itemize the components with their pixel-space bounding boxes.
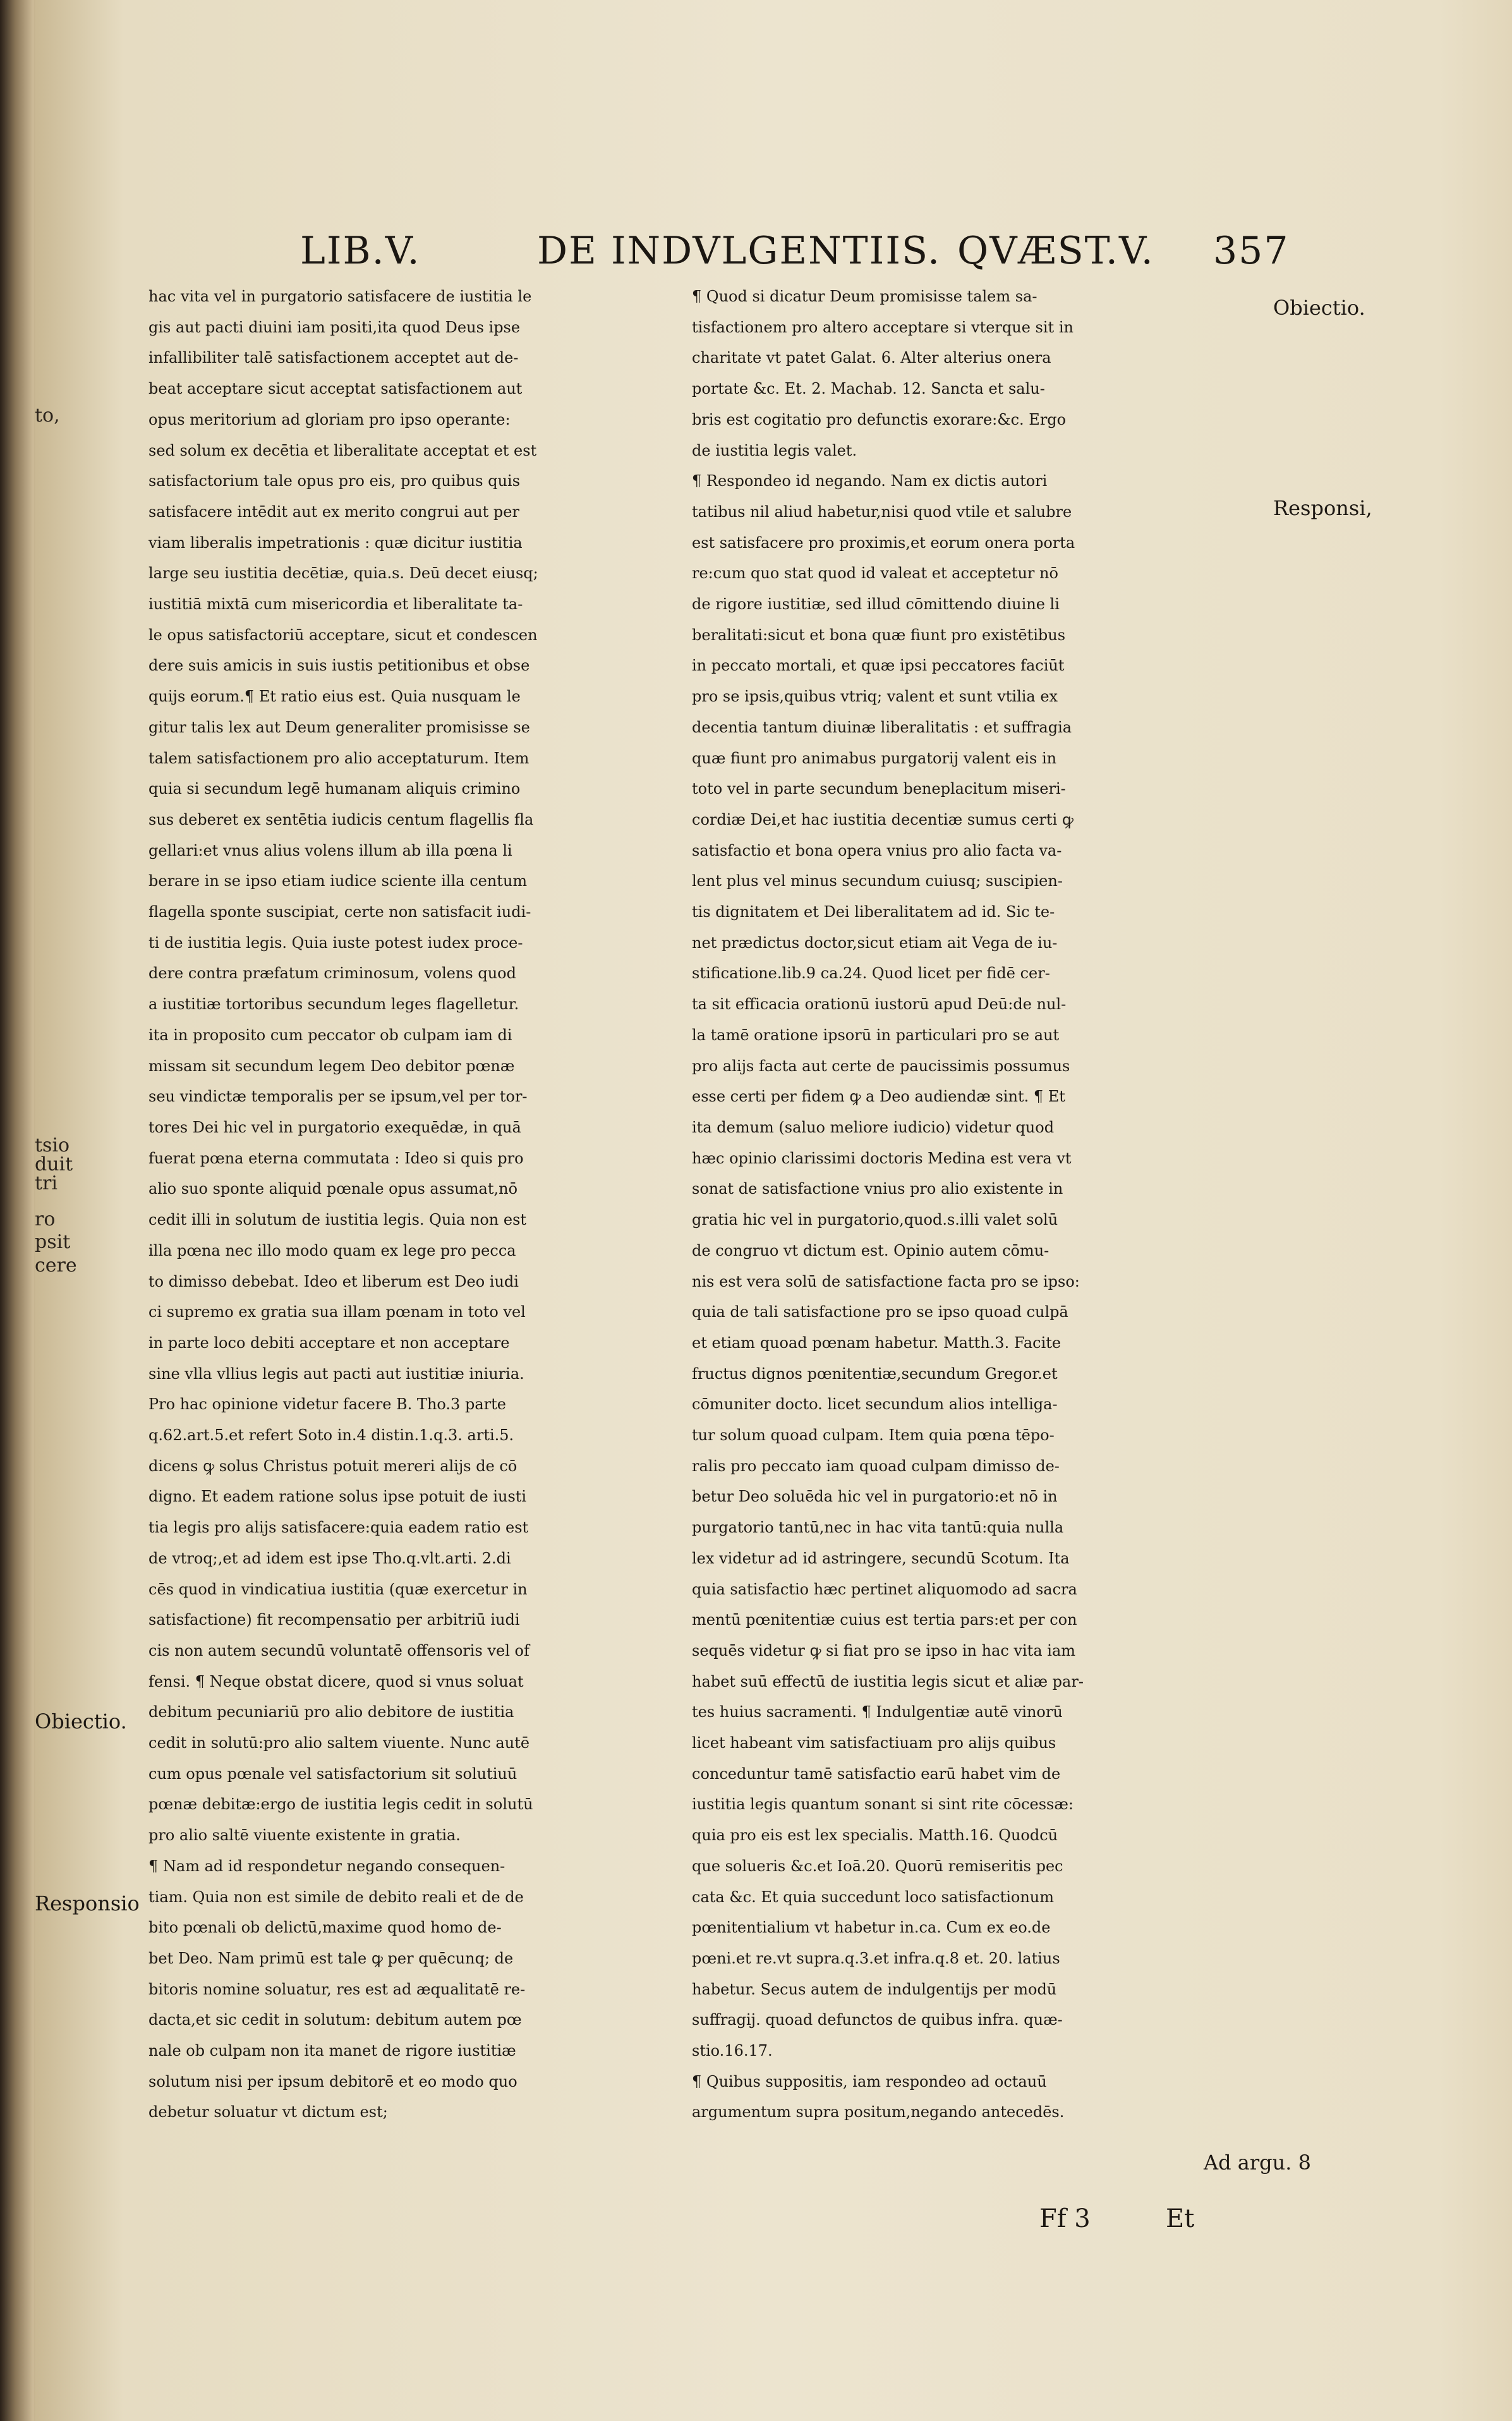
text-line: lex videtur ad id astringere, secundū Scotum. Ita (692, 1549, 1070, 1567)
text-line: habet suū effectū de iustitia legis sicut et aliæ par- (692, 1672, 1084, 1690)
text-line: debitum pecuniariū pro alio debitore de iustitia (148, 1703, 514, 1721)
previous-page-margin-fragment: tsio (35, 1134, 70, 1156)
left-text-column (148, 281, 746, 2128)
text-line: bito pœnali ob delictū,maxime quod homo de- (148, 1919, 502, 1937)
text-line: quia satisfactio hæc pertinet aliquomodo ad sacra (692, 1580, 1077, 1598)
text-line: cedit in solutū:pro alio saltem viuente. Nunc autē (148, 1734, 530, 1752)
text-line: pro se ipsis,quibus vtriq; valent et sunt vtilia ex (692, 688, 1058, 706)
text-line: tisfactionem pro altero acceptare si vterque sit in (692, 318, 1074, 336)
text-line: tis dignitatem et Dei liberalitatem ad id. Sic te- (692, 903, 1055, 921)
text-line: le opus satisfactoriū acceptare, sicut et condescen (148, 626, 538, 644)
text-line: betur Deo soluēda hic vel in purgatorio:et nō in (692, 1488, 1058, 1506)
text-line: la tamē oratione ipsorū in particulari pro se aut (692, 1026, 1060, 1044)
text-line: dacta,et sic cedit in solutum: debitum autem pœ (148, 2011, 522, 2029)
text-line: suffragij. quoad defunctos de quibus infra. quæ- (692, 2011, 1063, 2029)
text-line: pœnæ debitæ:ergo de iustitia legis cedit in solutū (148, 1795, 533, 1814)
text-line: flagella sponte suscipiat, certe non satisfacit iudi- (148, 903, 531, 921)
text-line: digno. Et eadem ratione solus ipse potuit de iusti (148, 1488, 527, 1506)
text-line: iustitiā mixtā cum misericordia et liberalitate ta- (148, 595, 523, 614)
text-line: to dimisso debebat. Ideo et liberum est Deo iudi (148, 1272, 519, 1290)
text-line: habetur. Secus autem de indulgentijs per modū (692, 1980, 1057, 1998)
text-line: quæ fiunt pro animabus purgatorij valent eis in (692, 749, 1057, 767)
text-line: opus meritorium ad gloriam pro ipso operante: (148, 410, 511, 428)
text-line: ci supremo ex gratia sua illam pœnam in toto vel (148, 1303, 526, 1321)
text-line: portate &c. Et. 2. Machab. 12. Sancta et salu- (692, 380, 1045, 398)
catchword: Et (1166, 2204, 1195, 2233)
text-line: de iustitia legis valet. (692, 441, 857, 459)
text-line: cōmuniter docto. licet secundum alios intelliga- (692, 1395, 1058, 1414)
margin-note-ad-argumentum: Ad argu. 8 (1204, 2151, 1311, 2175)
margin-note-obiectio-left: Obiectio. (35, 1709, 127, 1733)
signature-mark: Ff 3 (1039, 2204, 1091, 2233)
header-question: QVÆST.V. (957, 229, 1154, 273)
text-line: esse certi per fidem ꝙ a Deo audiendæ sint. ¶ Et (692, 1088, 1065, 1106)
text-line: seu vindictæ temporalis per se ipsum,vel per tor- (148, 1088, 528, 1106)
text-line: ita demum (saluo meliore iudicio) videtur quod (692, 1118, 1055, 1136)
text-line: de rigore iustitiæ, sed illud cōmittendo diuine li (692, 595, 1060, 614)
text-line: purgatorio tantū,nec in hac vita tantū:quia nulla (692, 1519, 1064, 1537)
text-line: tatibus nil aliud habetur,nisi quod vtile et salubre (692, 502, 1072, 521)
text-line: mentū pœnitentiæ cuius est tertia pars:et per con (692, 1611, 1077, 1629)
text-line: sed solum ex decētia et liberalitate acceptat et est (148, 441, 537, 459)
text-line: sonat de satisfactione vnius pro alio existente in (692, 1180, 1063, 1198)
text-line: gitur talis lex aut Deum generaliter promisisse se (148, 718, 530, 736)
text-line: illa pœna nec illo modo quam ex lege pro pecca (148, 1241, 516, 1259)
text-line: in parte loco debiti acceptare et non acceptare (148, 1333, 510, 1352)
running-header (300, 229, 1290, 279)
text-line: cum opus pœnale vel satisfactorium sit solutiuū (148, 1764, 517, 1783)
text-line: quia si secundum legē humanam aliquis crimino (148, 780, 521, 798)
text-line: quijs eorum.¶ Et ratio eius est. Quia nusquam le (148, 688, 521, 706)
text-line: fensi. ¶ Neque obstat dicere, quod si vnus soluat (148, 1672, 524, 1690)
text-line: ¶ Quod si dicatur Deum promisisse talem sa- (692, 288, 1037, 305)
text-line: gellari:et vnus alius volens illum ab illa pœna li (148, 841, 512, 859)
text-line: dicens ꝙ solus Christus potuit mereri alijs de cō (148, 1457, 517, 1475)
text-line: ralis pro peccato iam quoad culpam dimisso de- (692, 1457, 1060, 1475)
text-line: cordiæ Dei,et hac iustitia decentiæ sumus certi ꝙ (692, 810, 1074, 828)
text-line: quia pro eis est lex specialis. Matth.16. Quodcū (692, 1826, 1058, 1845)
text-line: tores Dei hic vel in purgatorio exequēdæ, in quā (148, 1118, 521, 1136)
text-line: Pro hac opinione videtur facere B. Tho.3 parte (148, 1395, 506, 1414)
text-line: cata &c. Et quia succedunt loco satisfactionum (692, 1888, 1055, 1906)
previous-page-margin-fragment: ro (35, 1208, 56, 1230)
text-line: decentia tantum diuinæ liberalitatis : et suffragia (692, 718, 1072, 736)
previous-page-margin-fragment: cere (35, 1254, 77, 1277)
text-line: ta sit efficacia orationū iustorū apud Deū:de nul- (692, 995, 1067, 1014)
previous-page-margin-fragment: duit (35, 1153, 73, 1175)
text-line: sus deberet ex sentētia iudicis centum flagellis fla (148, 810, 534, 828)
text-line: tur solum quoad culpam. Item quia pœna tēpo- (692, 1426, 1055, 1445)
previous-page-margin-fragment: tri (35, 1172, 57, 1194)
previous-page-margin-fragment: psit (35, 1231, 71, 1253)
text-line: q.62.art.5.et refert Soto in.4 distin.1.q.3. arti.5. (148, 1426, 514, 1445)
text-line: hac vita vel in purgatorio satisfacere de iustitia le (148, 288, 532, 305)
text-line: conceduntur tamē satisfactio earū habet vim de (692, 1764, 1061, 1783)
text-line: net prædictus doctor,sicut etiam ait Vega de iu- (692, 933, 1058, 952)
margin-note-responsio-left: Responsio (35, 1891, 140, 1915)
text-line: ¶ Nam ad id respondetur negando consequen- (148, 1857, 505, 1875)
header-title: DE INDVLGENTIIS. (537, 229, 941, 273)
text-line: berare in se ipso etiam iudice sciente illa centum (148, 872, 528, 890)
text-line: tia legis pro alijs satisfacere:quia eadem ratio est (148, 1519, 529, 1537)
text-line: que solueris &c.et Ioā.20. Quorū remiseritis pec (692, 1857, 1063, 1875)
text-line: licet habeant vim satisfactiuam pro alijs quibus (692, 1734, 1056, 1752)
text-line: dere contra præfatum criminosum, volens quod (148, 964, 516, 983)
text-line: ti de iustitia legis. Quia iuste potest iudex proce- (148, 933, 523, 952)
text-line: pro alijs facta aut certe de paucissimis possumus (692, 1057, 1070, 1075)
text-line: argumentum supra positum,negando antecedēs. (692, 2103, 1065, 2121)
text-line: hæc opinio clarissimi doctoris Medina est vera vt (692, 1149, 1072, 1167)
previous-page-margin-fragment: to, (35, 404, 60, 427)
text-line: sequēs videtur ꝙ si fiat pro se ipso in hac vita iam (692, 1641, 1076, 1660)
text-line: de congruo vt dictum est. Opinio autem cōmu- (692, 1241, 1049, 1259)
text-line: alio suo sponte aliquid pœnale opus assumat,nō (148, 1180, 518, 1198)
text-line: debetur soluatur vt dictum est; (148, 2103, 388, 2121)
text-line: lent plus vel minus secundum cuiusq; suscipien- (692, 872, 1063, 890)
text-line: et etiam quoad pœnam habetur. Matth.3. Facite (692, 1333, 1061, 1352)
text-line: pœni.et re.vt supra.q.3.et infra.q.8 et. 20. latius (692, 1949, 1060, 1967)
text-line: solutum nisi per ipsum debitorē et eo modo quo (148, 2072, 517, 2090)
text-line: viam liberalis impetrationis : quæ dicitur iustitia (148, 533, 523, 552)
header-book: LIB.V. (300, 229, 421, 273)
page-number: 357 (1213, 229, 1290, 273)
text-line: missam sit secundum legem Deo debitor pœnæ (148, 1057, 515, 1075)
text-line: ¶ Quibus suppositis, iam respondeo ad octauū (692, 2072, 1047, 2090)
text-line: pro alio saltē viuente existente in gratia. (148, 1826, 461, 1845)
text-line: beat acceptare sicut acceptat satisfactionem aut (148, 380, 523, 398)
text-line: tiam. Quia non est simile de debito reali et de de (148, 1888, 524, 1906)
margin-note-obiectio-right: Obiectio. (1273, 296, 1365, 320)
text-line: de vtroq;,et ad idem est ipse Tho.q.vlt.arti. 2.di (148, 1549, 511, 1567)
text-line: bitoris nomine soluatur, res est ad æqualitatē re- (148, 1980, 526, 1998)
text-line: tes huius sacramenti. ¶ Indulgentiæ autē vinorū (692, 1703, 1063, 1721)
text-line: beralitati:sicut et bona quæ fiunt pro existētibus (692, 626, 1066, 644)
text-line: stificatione.lib.9 ca.24. Quod licet per fidē cer- (692, 964, 1050, 983)
text-line: satisfactorium tale opus pro eis, pro quibus quis (148, 472, 521, 490)
text-line: fuerat pœna eterna commutata : Ideo si quis pro (148, 1149, 524, 1167)
text-line: satisfactio et bona opera vnius pro alio facta va- (692, 841, 1062, 859)
text-line: pœnitentialium vt habetur in.ca. Cum ex eo.de (692, 1919, 1051, 1937)
text-line: sine vlla vllius legis aut pacti aut iustitiæ iniuria. (148, 1364, 524, 1383)
text-line: toto vel in parte secundum beneplacitum miseri- (692, 780, 1066, 798)
text-line: a iustitiæ tortoribus secundum leges flagelletur. (148, 995, 519, 1014)
text-line: infallibiliter talē satisfactionem acceptet aut de- (148, 349, 519, 367)
text-line: gratia hic vel in purgatorio,quod.s.illi valet solū (692, 1211, 1058, 1229)
text-line: satisfactione) fit recompensatio per arbitriū iudi (148, 1611, 520, 1629)
text-line: dere suis amicis in suis iustis petitionibus et obse (148, 657, 530, 675)
text-line: talem satisfactionem pro alio acceptaturum. Item (148, 749, 529, 767)
text-line: ita in proposito cum peccator ob culpam iam di (148, 1026, 512, 1044)
text-line: stio.16.17. (692, 2042, 773, 2060)
text-line: quia de tali satisfactione pro se ipso quoad culpā (692, 1303, 1068, 1321)
book-gutter-edge (0, 0, 39, 2421)
text-line: nis est vera solū de satisfactione facta pro se ipso: (692, 1272, 1080, 1290)
text-line: iustitia legis quantum sonant si sint rite cōcessæ: (692, 1795, 1074, 1814)
text-line: re:cum quo stat quod id valeat et acceptetur nō (692, 564, 1058, 583)
text-line: nale ob culpam non ita manet de rigore iustitiæ (148, 2042, 516, 2060)
text-line: cis non autem secundū voluntatē offensoris vel of (148, 1641, 529, 1660)
text-line: bris est cogitatio pro defunctis exorare:&c. Ergo (692, 410, 1067, 428)
text-line: cēs quod in vindicatiua iustitia (quæ exercetur in (148, 1580, 528, 1598)
text-line: large seu iustitia decētiæ, quia.s. Deū decet eiusq; (148, 564, 538, 583)
text-line: in peccato mortali, et quæ ipsi peccatores faciūt (692, 657, 1065, 675)
text-line: satisfacere intēdit aut ex merito congrui aut per (148, 502, 519, 521)
text-line: bet Deo. Nam primū est tale ꝙ per quēcunq; de (148, 1949, 514, 1967)
text-line: gis aut pacti diuini iam positi,ita quod Deus ipse (148, 318, 521, 336)
text-line: charitate vt patet Galat. 6. Alter alterius onera (692, 349, 1051, 367)
text-line: fructus dignos pœnitentiæ,secundum Gregor.et (692, 1364, 1058, 1383)
margin-note-responsio-right: Responsi, (1273, 496, 1372, 520)
text-line: cedit illi in solutum de iustitia legis. Quia non est (148, 1211, 527, 1229)
book-page (35, 0, 1512, 2421)
text-line: ¶ Respondeo id negando. Nam ex dictis autori (692, 472, 1048, 490)
text-line: est satisfacere pro proximis,et eorum onera porta (692, 533, 1075, 552)
right-text-column (692, 281, 1289, 2128)
